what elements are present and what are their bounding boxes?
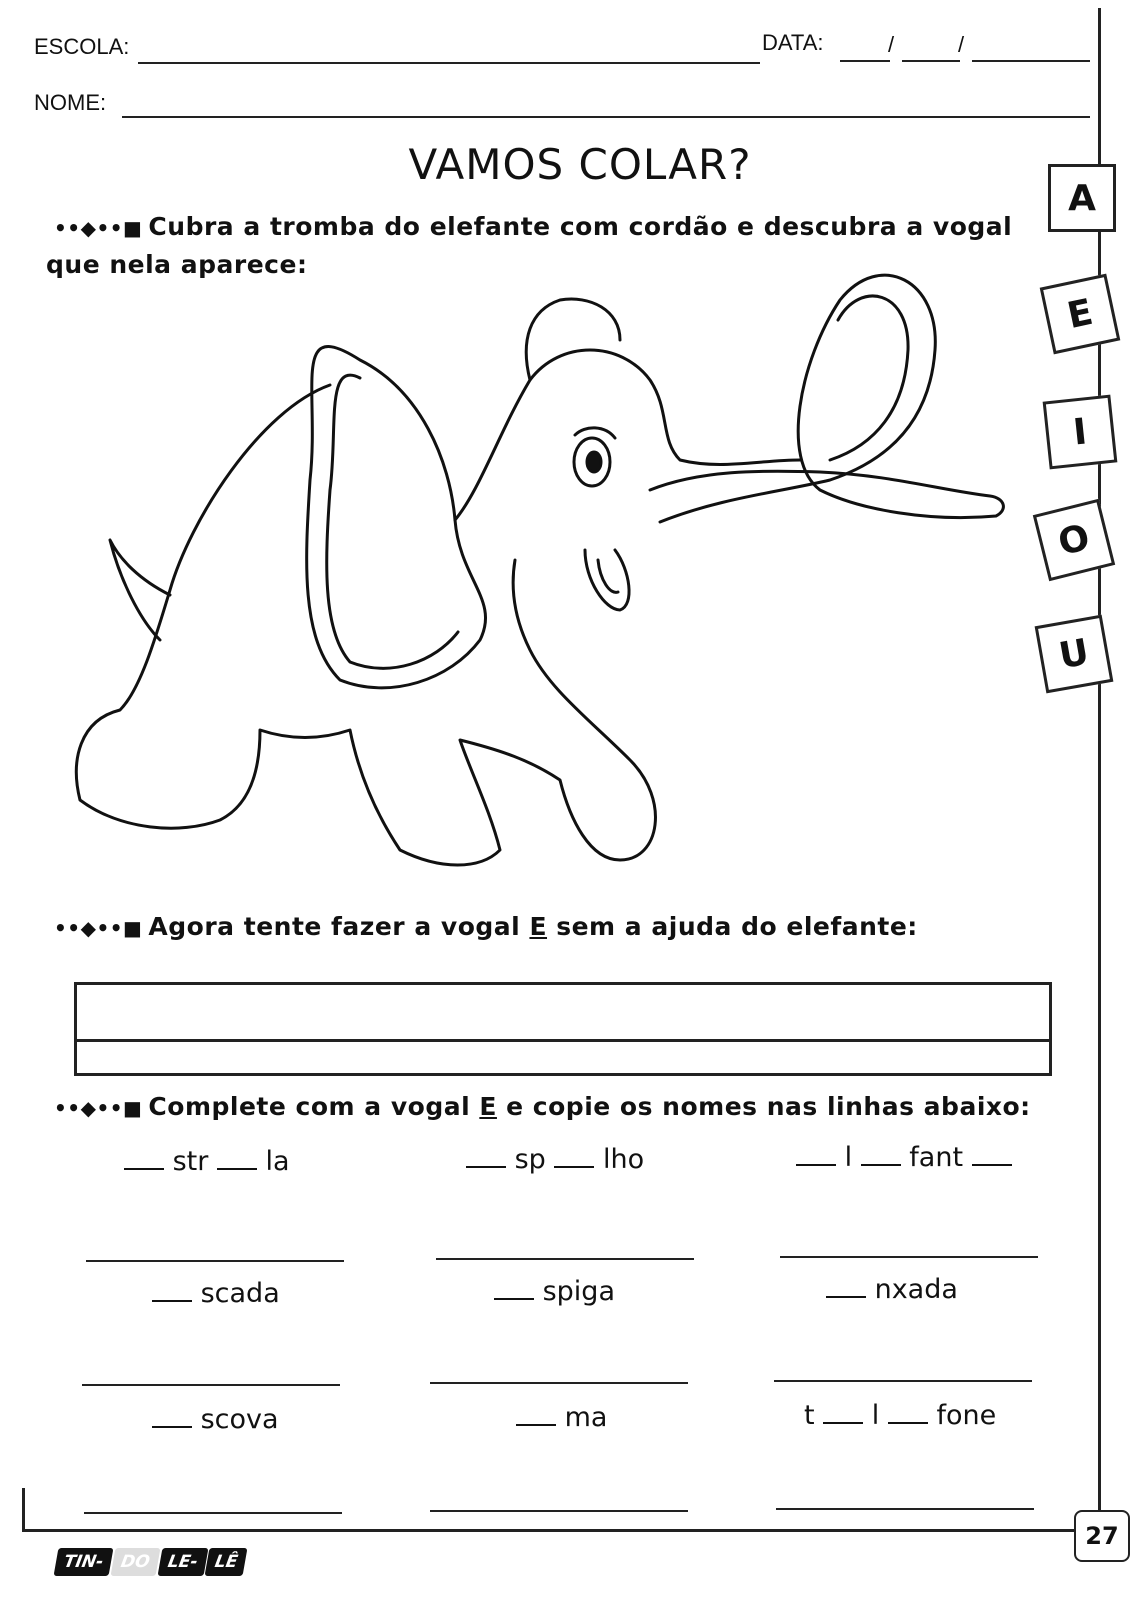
bullet-icon: ••◆••■ bbox=[54, 1096, 143, 1120]
word-part: l bbox=[844, 1142, 853, 1173]
page-title: VAMOS COLAR? bbox=[408, 140, 752, 189]
page-frame-left bbox=[22, 1488, 25, 1530]
answer-line[interactable] bbox=[430, 1510, 688, 1512]
bullet-icon: ••◆••■ bbox=[54, 216, 143, 240]
date-month-field[interactable] bbox=[902, 60, 960, 62]
word-exercise bbox=[152, 1276, 280, 1309]
instruction-3 bbox=[54, 1092, 1031, 1121]
bullet-icon: ••◆••■ bbox=[54, 916, 143, 940]
word-exercise bbox=[516, 1400, 607, 1433]
instruction-2-vowel: E bbox=[529, 912, 548, 941]
letter-blank[interactable] bbox=[217, 1144, 257, 1170]
word-exercise bbox=[826, 1272, 958, 1305]
answer-line[interactable] bbox=[82, 1384, 340, 1386]
word-exercise bbox=[804, 1398, 996, 1431]
answer-line[interactable] bbox=[84, 1512, 342, 1514]
instruction-3-vowel: E bbox=[479, 1092, 497, 1121]
word-part: ma bbox=[564, 1402, 608, 1433]
date-separator: / bbox=[958, 32, 965, 57]
instruction-2-before: Agora tente fazer a vogal bbox=[148, 912, 530, 941]
letter-blank[interactable] bbox=[494, 1274, 534, 1300]
publisher-logo bbox=[56, 1548, 246, 1576]
letter-blank[interactable] bbox=[888, 1398, 928, 1424]
answer-line[interactable] bbox=[780, 1256, 1038, 1258]
page-frame-bottom bbox=[22, 1529, 1100, 1532]
name-field[interactable] bbox=[122, 116, 1090, 118]
word-exercise bbox=[466, 1142, 644, 1175]
letter-blank[interactable] bbox=[466, 1142, 506, 1168]
word-part: str bbox=[172, 1146, 209, 1177]
date-day-field[interactable] bbox=[840, 60, 890, 62]
vowel-tile-e: E bbox=[1040, 274, 1121, 355]
word-part: fant bbox=[909, 1142, 964, 1173]
vowel-tile-a: A bbox=[1048, 164, 1116, 232]
word-part: scova bbox=[200, 1404, 279, 1435]
letter-blank[interactable] bbox=[152, 1276, 192, 1302]
vowel-tile-o: O bbox=[1033, 499, 1115, 581]
instruction-1-line-2: que nela aparece: bbox=[46, 250, 308, 279]
word-part: la bbox=[265, 1146, 290, 1177]
vowel-tile-i: I bbox=[1043, 395, 1118, 470]
letter-blank[interactable] bbox=[972, 1140, 1012, 1166]
name-label: NOME: bbox=[34, 90, 107, 115]
date-year-field[interactable] bbox=[972, 60, 1090, 62]
logo-block: LE- bbox=[157, 1548, 207, 1576]
vowel-writing-area[interactable] bbox=[74, 982, 1052, 1076]
answer-line[interactable] bbox=[774, 1380, 1032, 1382]
letter-blank[interactable] bbox=[861, 1140, 901, 1166]
word-part: l bbox=[871, 1400, 880, 1431]
instruction-1 bbox=[54, 212, 1012, 241]
answer-line[interactable] bbox=[776, 1508, 1034, 1510]
answer-line[interactable] bbox=[430, 1382, 688, 1384]
word-part: sp bbox=[514, 1144, 546, 1175]
answer-line[interactable] bbox=[436, 1258, 694, 1260]
word-exercise bbox=[124, 1144, 290, 1177]
answer-line[interactable] bbox=[86, 1260, 344, 1262]
letter-blank[interactable] bbox=[826, 1272, 866, 1298]
instruction-3-before: Complete com a vogal bbox=[148, 1092, 480, 1121]
instruction-2 bbox=[54, 912, 918, 941]
logo-block: LÊ bbox=[205, 1548, 248, 1576]
school-field[interactable] bbox=[138, 62, 760, 64]
letter-blank[interactable] bbox=[516, 1400, 556, 1426]
word-part: spiga bbox=[542, 1276, 615, 1307]
writing-guide-line bbox=[77, 1039, 1049, 1042]
elephant-illustration bbox=[60, 260, 1030, 920]
letter-blank[interactable] bbox=[124, 1144, 164, 1170]
word-part: lho bbox=[603, 1144, 645, 1175]
page-number: 27 bbox=[1074, 1510, 1130, 1562]
word-exercise bbox=[796, 1140, 1012, 1173]
school-label: ESCOLA: bbox=[34, 34, 130, 59]
word-part: fone bbox=[936, 1400, 997, 1431]
letter-blank[interactable] bbox=[554, 1142, 594, 1168]
date-separator: / bbox=[888, 32, 895, 57]
word-part: scada bbox=[200, 1278, 280, 1309]
letter-blank[interactable] bbox=[796, 1140, 836, 1166]
instruction-3-after: e copie os nomes nas linhas abaixo: bbox=[496, 1092, 1031, 1121]
page-frame-right bbox=[1098, 8, 1101, 1528]
word-part: nxada bbox=[874, 1274, 958, 1305]
date-label: DATA: bbox=[762, 30, 824, 55]
logo-block: DO bbox=[111, 1548, 161, 1576]
instruction-2-after: sem a ajuda do elefante: bbox=[547, 912, 918, 941]
logo-block: TIN- bbox=[54, 1548, 114, 1576]
word-exercise bbox=[494, 1274, 615, 1307]
instruction-1-line-1: Cubra a tromba do elefante com cordão e descubra a vogal bbox=[148, 212, 1013, 241]
letter-blank[interactable] bbox=[823, 1398, 863, 1424]
vowel-tile-u: U bbox=[1035, 615, 1114, 694]
word-part: t bbox=[804, 1400, 815, 1431]
letter-blank[interactable] bbox=[152, 1402, 192, 1428]
word-exercise bbox=[152, 1402, 279, 1435]
